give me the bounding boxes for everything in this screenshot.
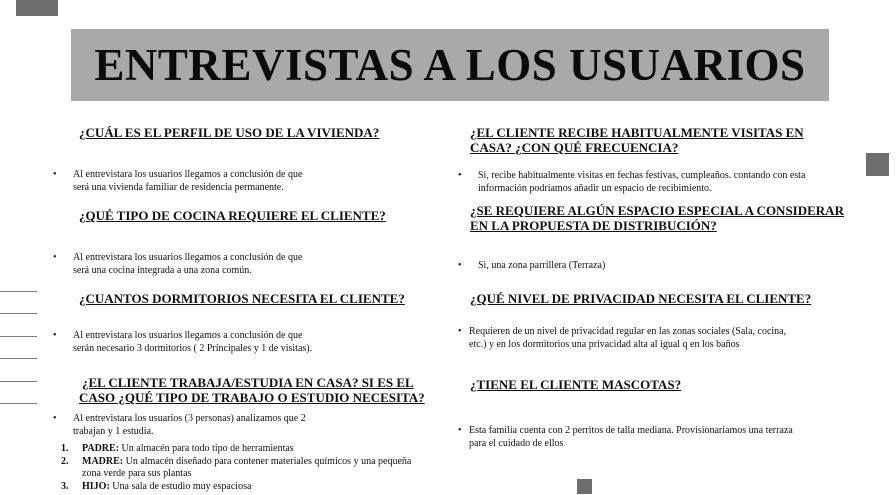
corner-square-decoration bbox=[16, 0, 58, 16]
answer-line: Al entrevistara los usuarios (3 personas) analizamos que 2 bbox=[73, 413, 306, 424]
list-text: Un almacén para todo tipo de herramientas bbox=[119, 443, 294, 454]
question-line: CASO ¿QUÉ TIPO DE TRABAJO O ESTUDIO NECESITA? bbox=[79, 390, 425, 405]
answer-kitchen-type bbox=[73, 252, 302, 277]
bullet-marker: • bbox=[458, 260, 462, 271]
answer-line: Al entrevistara los usuarios llegamos a conclusión de que bbox=[73, 330, 303, 341]
answer-line: Al entrevistara los usuarios llegamos a conclusión de que bbox=[73, 252, 303, 263]
question-line: ¿SE REQUIERE ALGÚN ESPACIO ESPECIAL A CONSIDERAR bbox=[470, 203, 844, 218]
margin-rule bbox=[0, 403, 37, 404]
list-person: MADRE: bbox=[82, 455, 124, 467]
answer-pets bbox=[469, 425, 793, 450]
list-item bbox=[61, 481, 421, 494]
answer-line: Si, una zona parrillera (Terraza) bbox=[478, 260, 606, 271]
margin-rule bbox=[0, 313, 37, 314]
question-line: EN LA PROPUESTA DE DISTRIBUCIÓN? bbox=[470, 218, 717, 233]
question-visits bbox=[470, 125, 804, 155]
list-person: PADRE: bbox=[82, 443, 120, 454]
question-line: CASA? ¿CON QUÉ FRECUENCIA? bbox=[470, 140, 679, 155]
answer-line: Esta familia cuenta con 2 perritos de talla mediana. Provisionariamos una terraza bbox=[469, 425, 793, 436]
question-pets: ¿TIENE EL CLIENTE MASCOTAS? bbox=[470, 377, 682, 392]
question-kitchen-type: ¿QUÉ TIPO DE COCINA REQUIERE EL CLIENTE? bbox=[79, 208, 386, 223]
bullet-marker: • bbox=[458, 326, 462, 337]
bullet-marker: • bbox=[458, 425, 462, 436]
answer-line: será una cocina integrada a una zona común. bbox=[73, 264, 252, 276]
list-number: 3. bbox=[61, 480, 69, 492]
margin-rule bbox=[0, 336, 37, 337]
answer-privacy bbox=[469, 326, 786, 351]
list-number: 1. bbox=[61, 443, 69, 454]
workspace-needs-list bbox=[61, 443, 421, 493]
bottom-square-decoration bbox=[577, 479, 592, 494]
question-work-study bbox=[79, 375, 425, 405]
answer-line: serán necesario 3 dormitorios ( 2 Principales y 1 de visitas). bbox=[73, 342, 313, 354]
question-bedrooms: ¿CUANTOS DORMITORIOS NECESITA EL CLIENTE? bbox=[79, 291, 405, 306]
answer-line: Al entrevistara los usuarios llegamos a conclusión de que bbox=[73, 169, 303, 180]
question-line: ¿EL CLIENTE TRABAJA/ESTUDIA EN CASA? SI ES EL bbox=[82, 375, 414, 390]
side-square-decoration bbox=[866, 153, 889, 176]
bullet-marker: • bbox=[53, 252, 57, 263]
answer-line: información podríamos añadir un espacio de recibimiento. bbox=[478, 182, 712, 194]
bullet-marker: • bbox=[53, 330, 57, 341]
question-privacy: ¿QUÉ NIVEL DE PRIVACIDAD NECESITA EL CLIENTE? bbox=[470, 291, 812, 306]
bullet-marker: • bbox=[458, 170, 462, 181]
list-text: Una sala de estudio muy espaciosa bbox=[109, 480, 252, 492]
answer-line: será una vivienda familiar de residencia permanente. bbox=[73, 181, 284, 193]
answer-line: Requieren de un nivel de privacidad regular en las zonas sociales (Sala, cocina, bbox=[469, 326, 787, 337]
list-number: 2. bbox=[61, 455, 69, 467]
page-title: ENTREVISTAS A LOS USUARIOS bbox=[94, 40, 806, 90]
bullet-marker: • bbox=[53, 413, 57, 424]
list-person: HIJO: bbox=[82, 480, 110, 492]
question-line: ¿EL CLIENTE RECIBE HABITUALMENTE VISITAS EN bbox=[470, 125, 804, 140]
question-usage-profile: ¿CUÁL ES EL PERFIL DE USO DE LA VIVIENDA? bbox=[79, 125, 380, 140]
margin-rule bbox=[0, 291, 37, 292]
answer-visits bbox=[478, 170, 805, 195]
answer-special-space bbox=[478, 260, 605, 273]
title-banner bbox=[71, 29, 829, 101]
margin-rule bbox=[0, 381, 37, 382]
answer-line: etc.) y en los dormitorios una privacidad alta al igual q en los baños bbox=[469, 338, 740, 350]
question-special-space bbox=[470, 203, 844, 233]
answer-line: para el cuidado de ellos bbox=[469, 437, 564, 449]
answer-bedrooms bbox=[73, 330, 312, 355]
answer-line: trabajan y 1 estudia. bbox=[73, 425, 154, 437]
list-item bbox=[61, 443, 421, 456]
bullet-marker: • bbox=[53, 169, 57, 180]
answer-work-study bbox=[73, 413, 306, 438]
list-text: Un almacén diseñado para contener materiales químicos y una pequeña zona verde para sus plantas bbox=[82, 455, 412, 479]
answer-usage-profile bbox=[73, 169, 302, 194]
answer-line: Si, recibe habitualmente visitas en fechas festivas, cumpleaños. contando con esta bbox=[478, 170, 806, 181]
margin-rule bbox=[0, 358, 37, 359]
list-item bbox=[61, 456, 421, 481]
